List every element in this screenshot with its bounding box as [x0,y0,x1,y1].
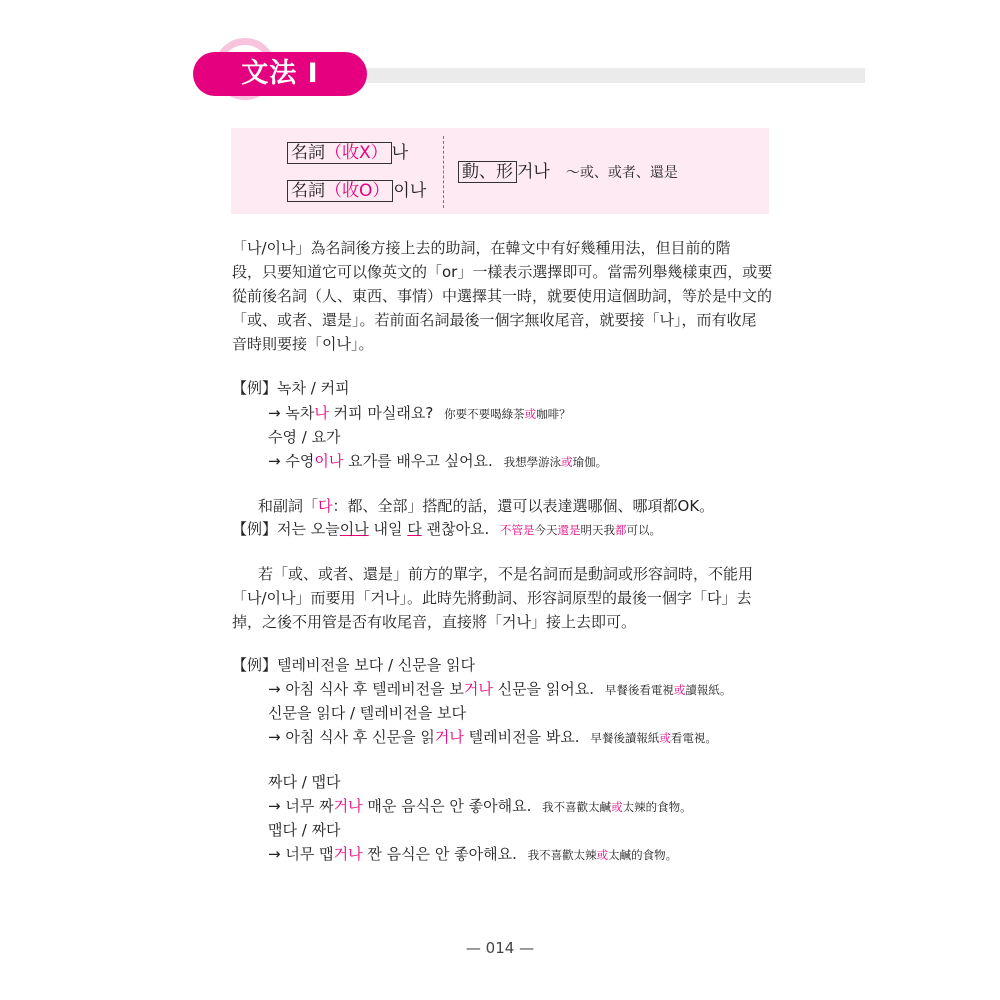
intro-line-5: 音時則要接「이나」。 [232,335,374,353]
example-2-head-4: 맵다 / 짜다 [268,821,341,839]
header-bar [360,68,865,83]
grammar-verb-suffix: 거나 [517,162,550,182]
example-head-text: 녹차 / 커피 [277,379,350,397]
grammar-suffix: 나 [391,143,409,163]
example-2-head [232,655,475,675]
example-2-sentence-4: → 너무 맵거나 짠 음식은 안 좋아해요. 我不喜歡太辣或太鹹的食物。 [268,845,678,863]
grammar-divider [443,136,444,208]
example-2-sentence-1: → 아침 식사 후 텔레비전을 보거나 신문을 읽어요. 早餐後看電視或讀報紙。 [268,680,732,698]
example-2-head-2: 신문을 읽다 / 텔레비전을 보다 [268,704,467,722]
grammar-meaning: ～或、或者、還是 [565,165,678,181]
intro-line-3: 從前後名詞（人、東西、事情）中選擇其一時，就要使用這個助詞，等於是中文的 [232,287,773,305]
example-tag: 【例】 [232,379,278,397]
verb-line-3: 掉，之後不用管是否有收尾音，直接將「거나」接上去即可。 [232,613,636,631]
page-number: — 014 — [465,939,535,957]
example-1-sentence-1: → 녹차나 커피 마실래요? 你要不要喝綠茶或咖啡？ [268,404,571,422]
grammar-suffix: 이나 [393,181,427,201]
verb-line-2: 「나/이나」而要用「거나」。此時先將動詞、形容詞原型的最後一個字「다」去 [232,589,752,607]
section-title: 文法 I [241,58,319,89]
intro-line-4: 「或、或者、還是」。若前面名詞最後一個字無收尾音，就要接「나」，而有收尾 [232,311,757,329]
example-2-sentence-2: → 아침 식사 후 신문을 읽거나 텔레비전을 봐요. 早餐後讀報紙或看電視。 [268,728,717,746]
example-1-sentence-2: → 수영이나 요가를 배우고 싶어요. 我想學游泳或瑜伽。 [268,452,608,470]
example-2-sentence-3: → 너무 짜거나 매운 음식은 안 좋아해요. 我不喜歡太鹹或太辣的食物。 [268,797,692,815]
intro-line-2: 段，只要知道它可以像英文的「or」一樣表示選擇即可。當需列舉幾樣東西，或要 [232,263,773,281]
example-head-text: 텔레비전을 보다 / 신문을 읽다 [277,656,476,674]
grammar-row-1 [287,138,408,163]
example-2-head-3: 짜다 / 맵다 [268,773,341,791]
grammar-note: （收O） [325,181,390,201]
grammar-label-box [287,180,393,202]
grammar-verb-label: 動、形 [458,161,517,183]
intro-line-1: 「나/이나」為名詞後方接上去的助詞，在韓文中有好幾種用法，但目前的階 [232,239,731,257]
example-tag: 【例】 [232,656,278,674]
grammar-label: 名詞 [291,143,325,163]
grammar-note: （收X） [325,143,388,163]
verb-line-1: 若「或、或者、還是」前方的單字，不是名詞而是動詞或形容詞時，不能用 [258,565,754,583]
grammar-verb-row [458,157,678,182]
example-1-head [232,378,350,398]
grammar-label: 名詞 [291,181,325,201]
grammar-box [231,128,769,214]
adverb-line: 和副詞「다：都、全部」搭配的話，還可以表達選哪個、哪項都OK。 [258,497,715,515]
grammar-row-2 [287,176,426,201]
adverb-example: 【例】저는 오늘이나 내일 다 괜찮아요. 不管是今天還是明天我都可以。 [232,520,662,538]
example-1-head-2: 수영 / 요가 [268,428,341,446]
grammar-label-box [287,142,392,164]
